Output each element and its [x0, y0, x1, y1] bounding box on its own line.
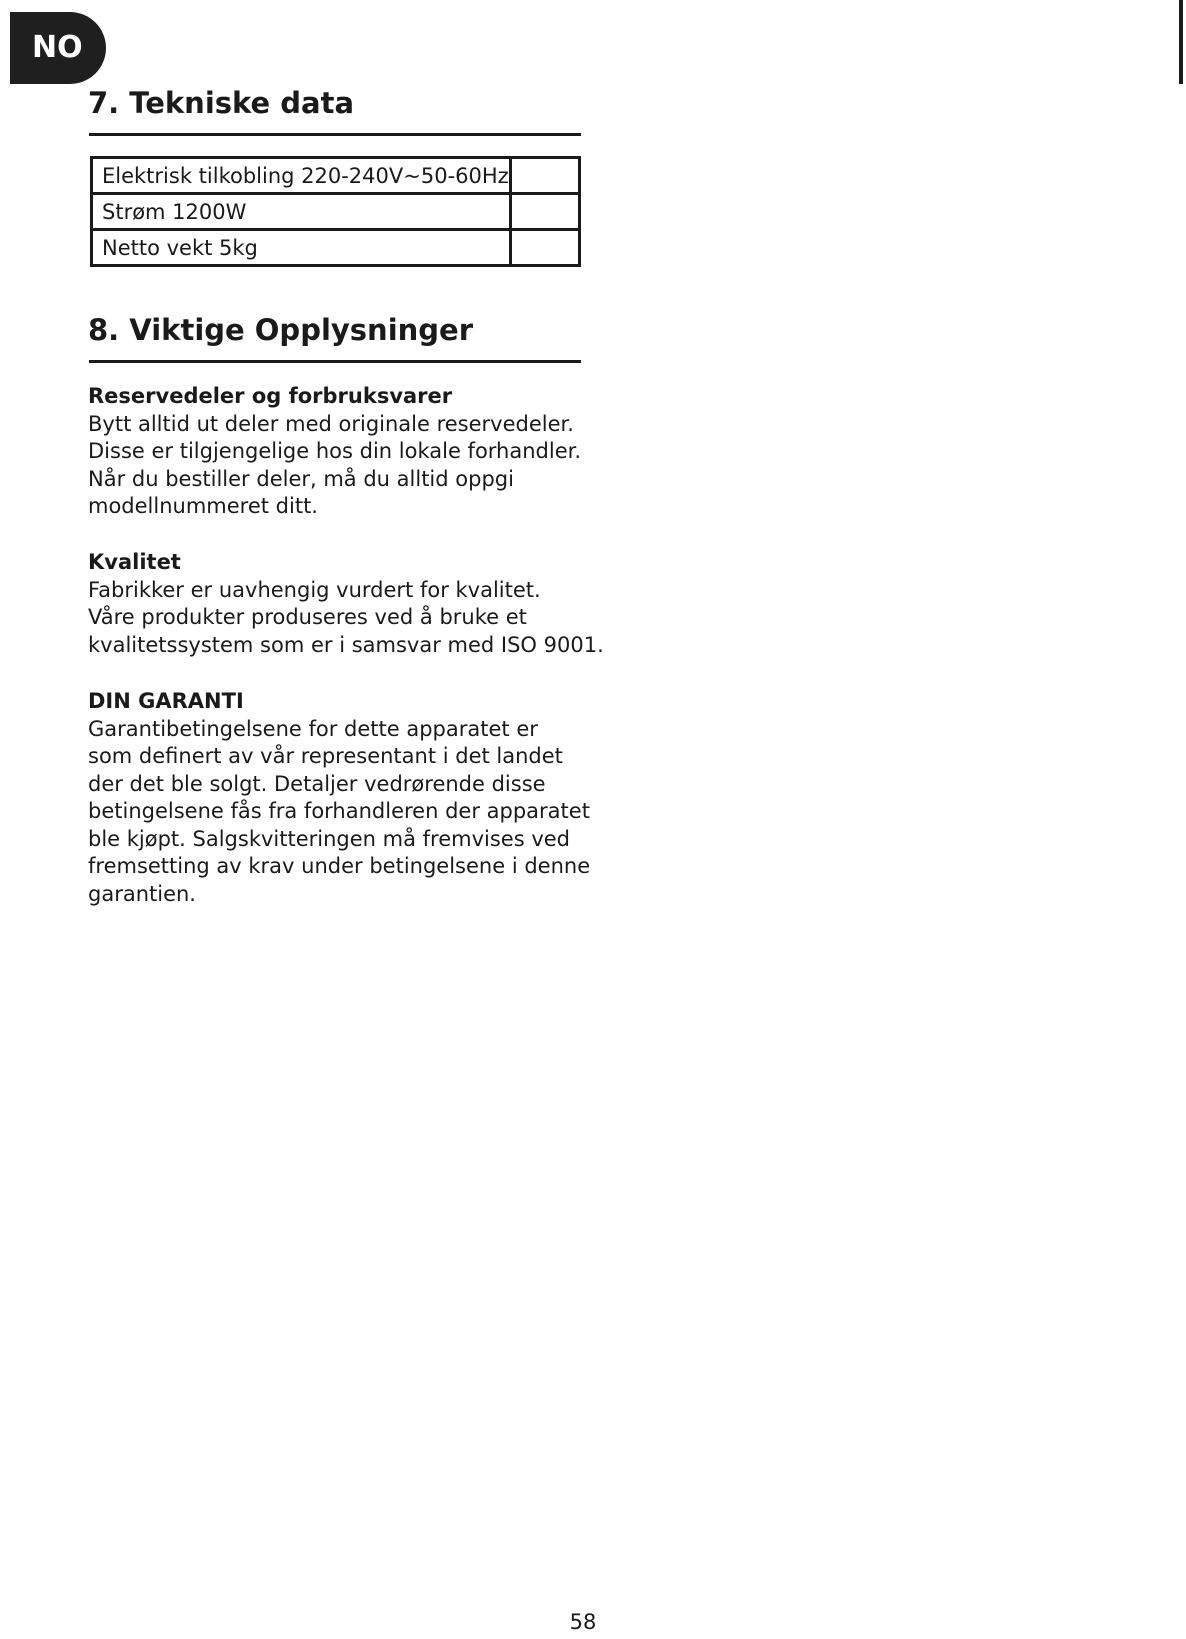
paragraph-line: modellnummeret ditt. — [88, 494, 318, 518]
paragraph-line: ble kjøpt. Salgskvitteringen må fremvises ved — [88, 826, 571, 851]
section-7-rule — [89, 133, 581, 136]
section-8-heading: 8. Viktige Opplysninger — [88, 313, 474, 347]
technical-data-table — [90, 156, 581, 267]
page-edge-bar — [1179, 0, 1183, 84]
table-cell — [510, 158, 579, 194]
paragraph-line: Når du bestiller deler, må du alltid oppgi — [88, 466, 514, 491]
table-row — [92, 194, 580, 230]
page-number: 58 — [569, 1610, 597, 1634]
table-cell — [510, 194, 579, 230]
table-row — [92, 158, 580, 194]
paragraph-line: Bytt alltid ut deler med originale reservedeler. — [88, 411, 574, 436]
paragraph-line: Garantibetingelsene for dette apparatet er — [88, 716, 538, 741]
warranty-section — [88, 688, 608, 908]
paragraph-line: Fabrikker er uavhengig vurdert for kvalitet. — [88, 577, 541, 602]
paragraph-line: fremsetting av krav under betingelsene i denne — [88, 854, 591, 878]
paragraph-line: Våre produkter produseres ved å bruke et — [88, 605, 527, 629]
paragraph-line: garantien. — [88, 881, 196, 906]
language-tab: NO — [10, 12, 106, 84]
table-row — [92, 230, 580, 266]
section-7-heading: 7. Tekniske data — [88, 86, 355, 120]
paragraph-line: kvalitetssystem som er i samsvar med ISO 9001. — [88, 632, 604, 657]
paragraph-line: betingelsene fås fra forhandleren der apparatet — [88, 799, 590, 823]
table-cell: Elektrisk tilkobling 220-240V~50-60Hz — [92, 158, 511, 194]
warranty-title: DIN GARANTI — [88, 689, 244, 713]
quality-section — [88, 549, 608, 659]
paragraph-line: der det ble solgt. Detaljer vedrørende disse — [88, 771, 546, 796]
table-cell: Strøm 1200W — [92, 194, 511, 230]
quality-title: Kvalitet — [88, 550, 181, 574]
table-cell: Netto vekt 5kg — [92, 230, 511, 266]
spare-parts-title: Reservedeler og forbruksvarer — [88, 384, 453, 408]
spare-parts-section — [88, 383, 608, 521]
paragraph-line: Disse er tilgjengelige hos din lokale forhandler. — [88, 439, 582, 463]
paragraph-line: som definert av vår representant i det landet — [88, 744, 563, 768]
section-8-rule — [89, 360, 581, 363]
table-cell — [510, 230, 579, 266]
